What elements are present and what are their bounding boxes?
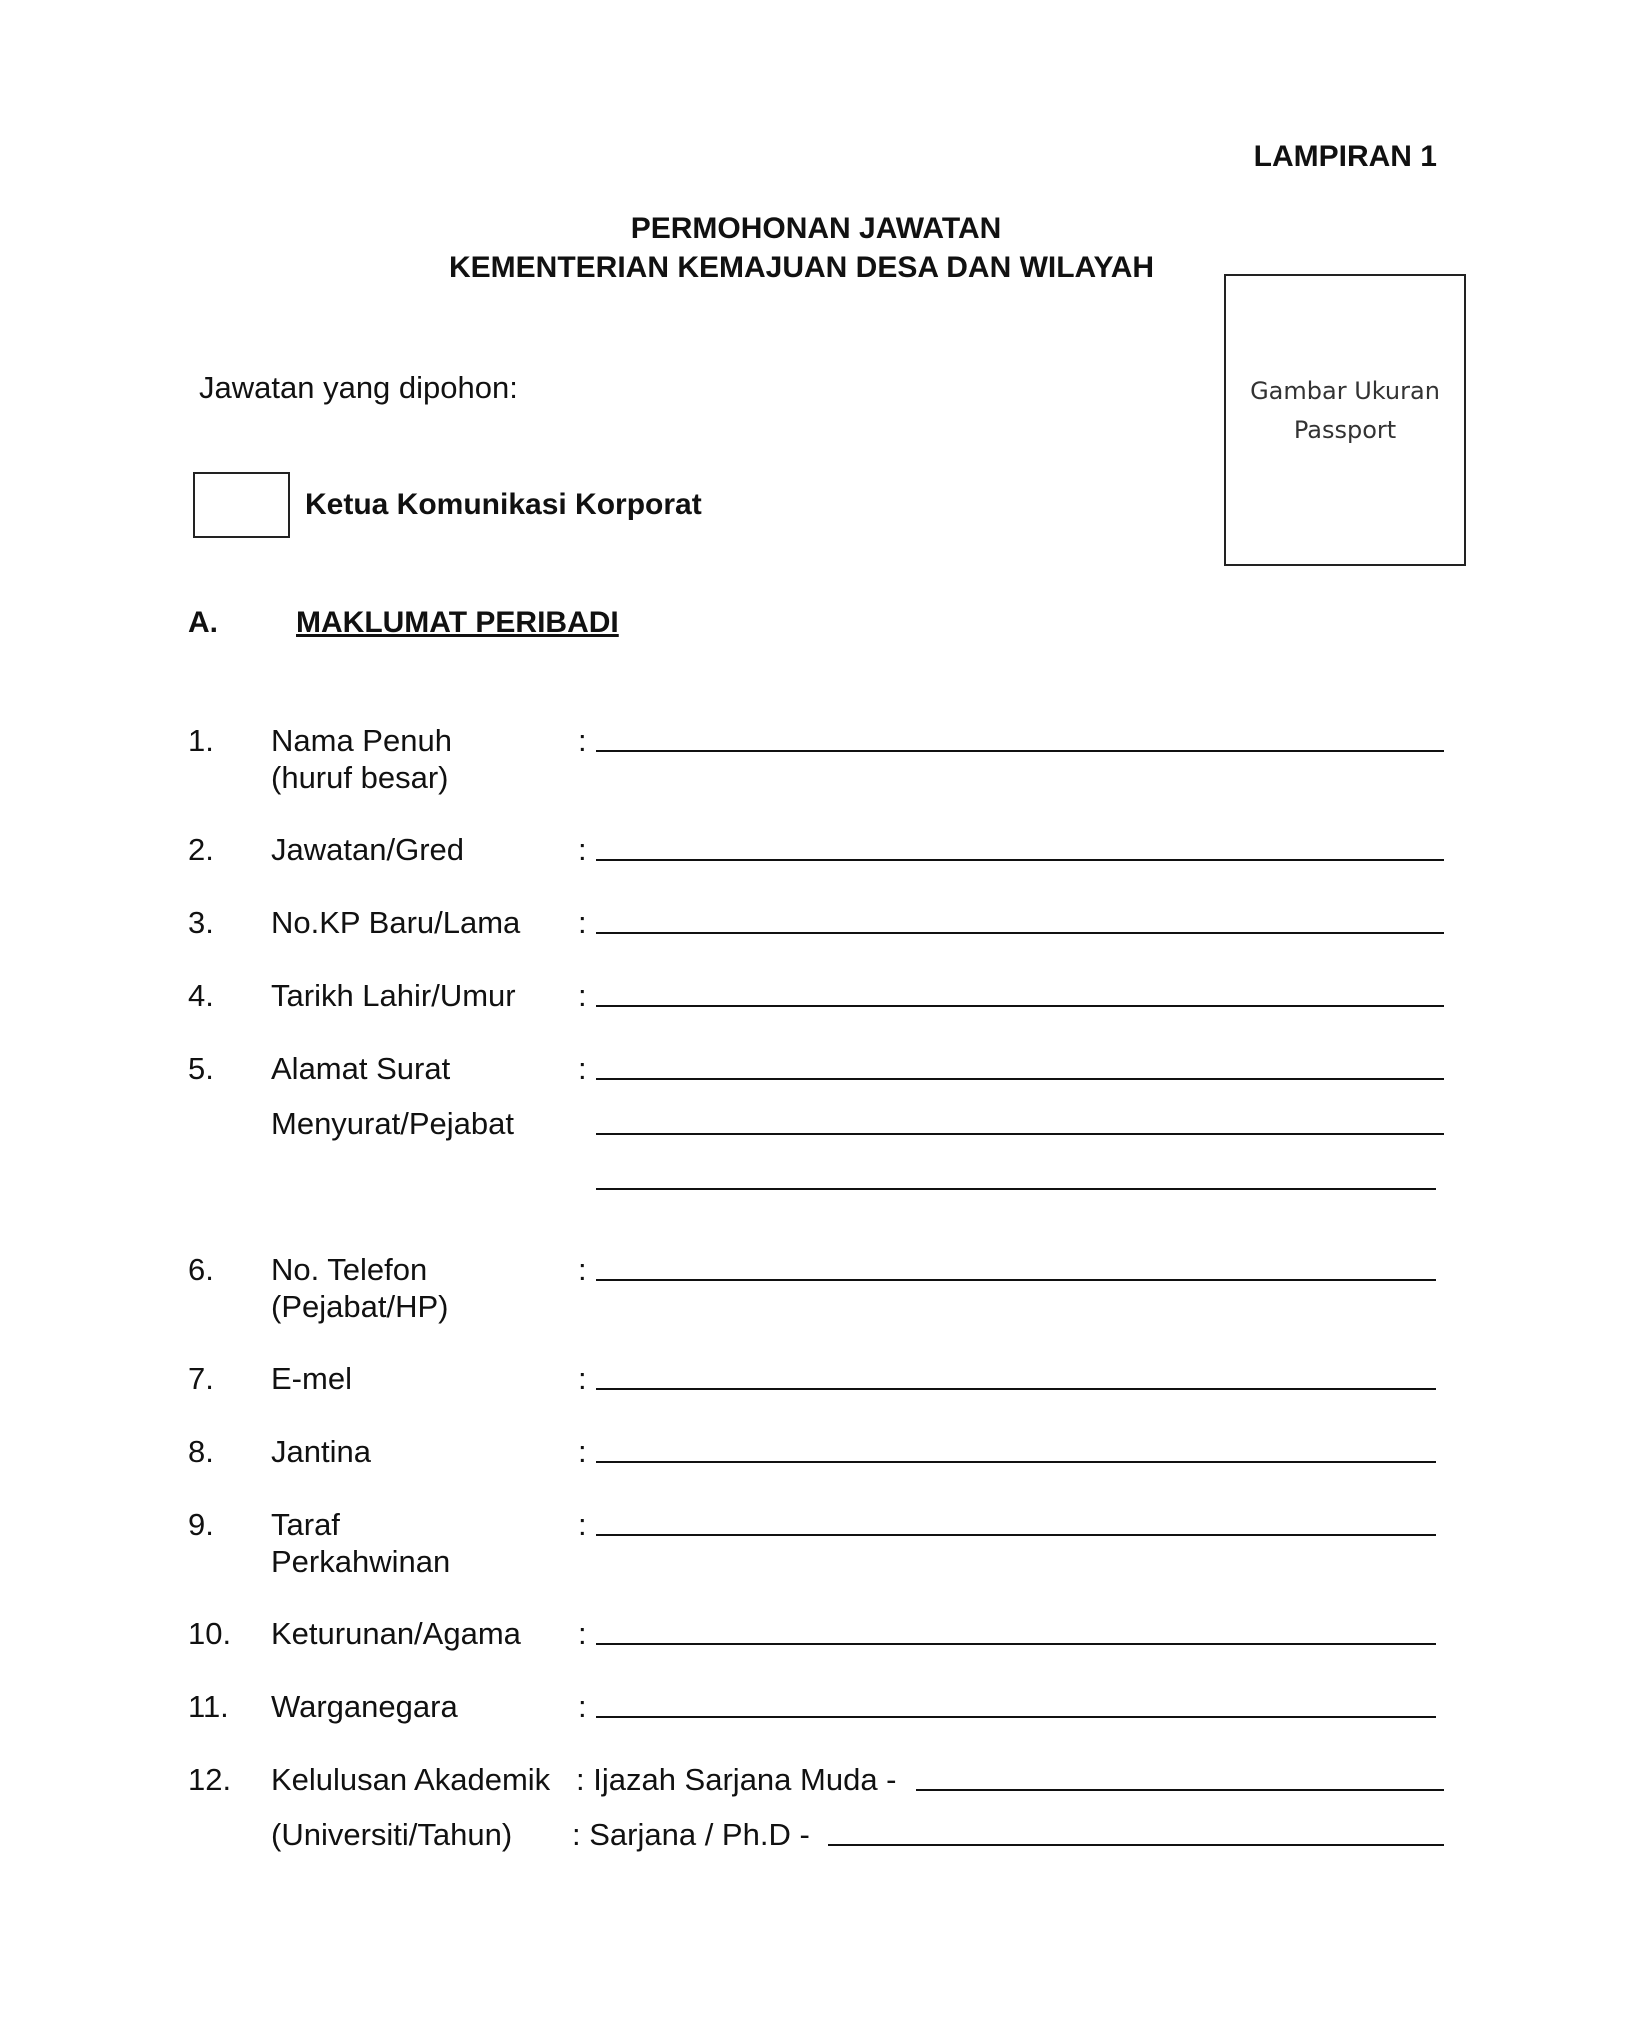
ic-number-input-line[interactable] bbox=[596, 932, 1444, 934]
field-colon: : bbox=[578, 1361, 587, 1396]
race-religion-input-line[interactable] bbox=[596, 1643, 1436, 1645]
position-grade-input-line[interactable] bbox=[596, 859, 1444, 861]
address-input-line-2[interactable] bbox=[596, 1133, 1444, 1135]
address-input-line-3[interactable] bbox=[596, 1188, 1436, 1190]
field-number: 6. bbox=[188, 1252, 214, 1287]
field-number: 8. bbox=[188, 1434, 214, 1469]
full-name-input-line[interactable] bbox=[596, 750, 1444, 752]
field-colon: : bbox=[578, 978, 587, 1013]
field-number: 11. bbox=[188, 1689, 229, 1724]
field-colon: : bbox=[578, 1689, 587, 1724]
field-colon: : bbox=[578, 1051, 587, 1086]
field-label-email: E-mel bbox=[271, 1361, 352, 1396]
section-letter: A. bbox=[188, 606, 218, 639]
ministry-title: KEMENTERIAN KEMAJUAN DESA DAN WILAYAH bbox=[449, 251, 1155, 284]
passport-photo-box[interactable] bbox=[1224, 274, 1466, 566]
position-name: Ketua Komunikasi Korporat bbox=[305, 488, 702, 521]
masters-phd-input-line[interactable] bbox=[828, 1844, 1444, 1846]
field-label-address: Alamat Surat bbox=[271, 1051, 451, 1086]
masters-phd-label: : Sarjana / Ph.D - bbox=[572, 1817, 810, 1852]
phone-input-line[interactable] bbox=[596, 1279, 1436, 1281]
photo-box-label-line1: Gambar Ukuran bbox=[1250, 377, 1440, 405]
field-sublabel-phone: (Pejabat/HP) bbox=[271, 1289, 449, 1324]
lampiran-label: LAMPIRAN 1 bbox=[1253, 140, 1437, 173]
field-colon: : bbox=[578, 905, 587, 940]
section-title: MAKLUMAT PERIBADI bbox=[296, 606, 619, 639]
field-label-race-religion: Keturunan/Agama bbox=[271, 1616, 521, 1651]
address-input-line-1[interactable] bbox=[596, 1078, 1444, 1080]
gender-input-line[interactable] bbox=[596, 1461, 1436, 1463]
field-number: 2. bbox=[188, 832, 214, 867]
field-label-marital-status: Taraf bbox=[271, 1507, 340, 1542]
field-sublabel-marital-status: Perkahwinan bbox=[271, 1544, 451, 1579]
field-number: 7. bbox=[188, 1361, 214, 1396]
field-number: 10. bbox=[188, 1616, 232, 1651]
field-label-citizenship: Warganegara bbox=[271, 1689, 458, 1724]
field-number: 5. bbox=[188, 1051, 214, 1086]
field-number: 9. bbox=[188, 1507, 214, 1542]
field-sublabel-address: Menyurat/Pejabat bbox=[271, 1106, 514, 1141]
field-colon: : bbox=[578, 1616, 587, 1651]
field-sublabel-full-name: (huruf besar) bbox=[271, 760, 449, 795]
bachelor-degree-input-line[interactable] bbox=[916, 1789, 1444, 1791]
field-colon: : bbox=[578, 1434, 587, 1469]
field-label-position-grade: Jawatan/Gred bbox=[271, 832, 464, 867]
bachelor-degree-label: : Ijazah Sarjana Muda - bbox=[576, 1762, 897, 1797]
field-number: 4. bbox=[188, 978, 214, 1013]
field-label-full-name: Nama Penuh bbox=[271, 723, 452, 758]
field-colon: : bbox=[578, 832, 587, 867]
field-colon: : bbox=[578, 723, 587, 758]
field-colon: : bbox=[578, 1507, 587, 1542]
citizenship-input-line[interactable] bbox=[596, 1716, 1436, 1718]
field-label-ic-number: No.KP Baru/Lama bbox=[271, 905, 521, 940]
field-number: 1. bbox=[188, 723, 214, 758]
email-input-line[interactable] bbox=[596, 1388, 1436, 1390]
form-title: PERMOHONAN JAWATAN bbox=[630, 212, 1002, 245]
applied-position-label: Jawatan yang dipohon: bbox=[199, 370, 518, 405]
field-label-academic: Kelulusan Akademik bbox=[271, 1762, 551, 1797]
field-number: 12. bbox=[188, 1762, 232, 1797]
field-label-phone: No. Telefon bbox=[271, 1252, 428, 1287]
field-label-birthdate-age: Tarikh Lahir/Umur bbox=[271, 978, 516, 1013]
field-colon: : bbox=[578, 1252, 587, 1287]
birthdate-age-input-line[interactable] bbox=[596, 1005, 1444, 1007]
field-sublabel-academic: (Universiti/Tahun) bbox=[271, 1817, 513, 1852]
photo-box-label-line2: Passport bbox=[1293, 416, 1397, 444]
position-checkbox[interactable] bbox=[193, 472, 290, 538]
field-number: 3. bbox=[188, 905, 214, 940]
marital-status-input-line[interactable] bbox=[596, 1534, 1436, 1536]
field-label-gender: Jantina bbox=[271, 1434, 371, 1469]
